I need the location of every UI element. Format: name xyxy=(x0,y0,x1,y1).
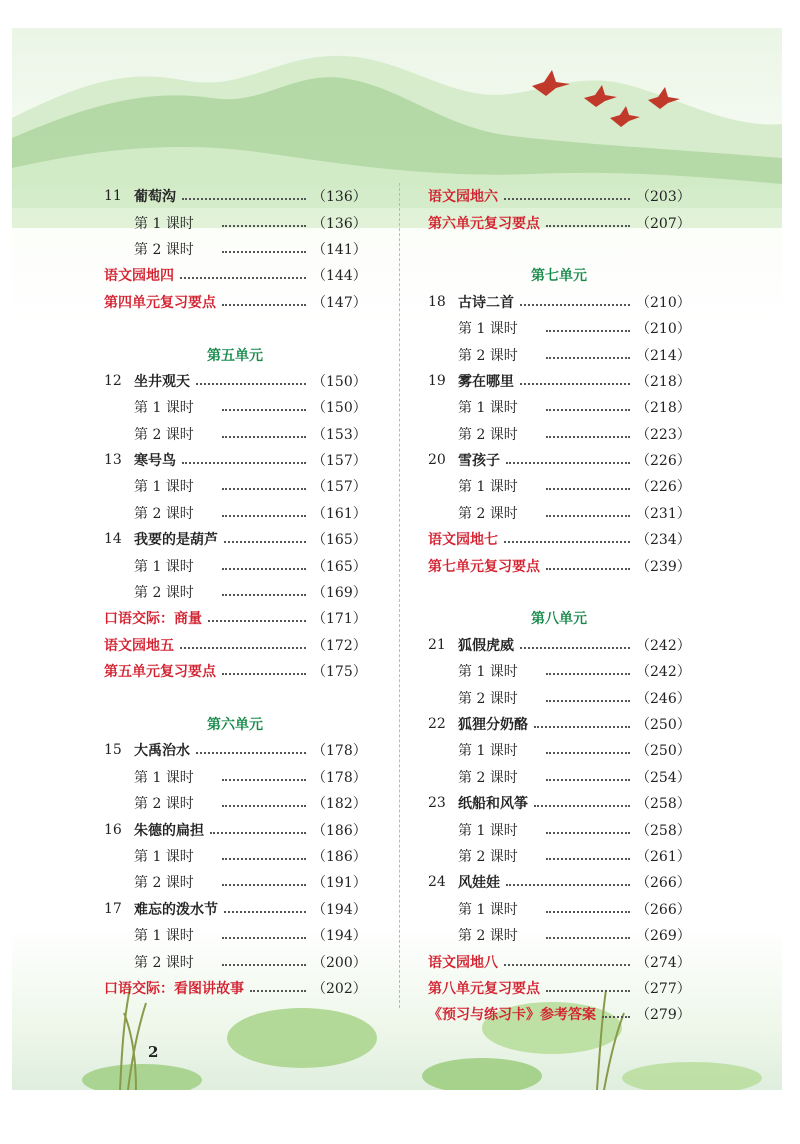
entry-page-number: （157） xyxy=(312,479,367,496)
toc-period-entry[interactable] xyxy=(104,790,366,816)
entry-title: 纸船和风筝 xyxy=(458,796,528,813)
entry-page-number: （165） xyxy=(312,532,367,549)
entry-title: 第 2 课时 xyxy=(134,954,194,971)
entry-page-number: （210） xyxy=(636,294,691,311)
entry-title: 第 1 课时 xyxy=(134,848,194,865)
lesson-number: 22 xyxy=(428,716,446,732)
entry-title: 风娃娃 xyxy=(458,875,500,892)
lesson-number: 11 xyxy=(104,188,122,205)
toc-lesson-entry[interactable] xyxy=(104,896,366,922)
unit-heading: 第七单元 xyxy=(531,268,587,285)
toc-lesson-entry[interactable] xyxy=(104,183,366,209)
leader-dots xyxy=(546,700,630,702)
leader-dots xyxy=(222,805,306,807)
entry-title: 狐狸分奶酪 xyxy=(458,717,528,733)
entry-title: 第 1 课时 xyxy=(134,215,194,232)
entry-title: 第 1 课时 xyxy=(134,928,194,945)
leader-dots xyxy=(534,726,630,728)
entry-title: 第 1 课时 xyxy=(458,743,518,760)
entry-title: 第 2 课时 xyxy=(134,585,194,602)
leader-dots xyxy=(534,805,630,807)
toc-period-entry[interactable] xyxy=(428,658,690,684)
entry-title: 第 2 课时 xyxy=(458,426,518,443)
lesson-number: 20 xyxy=(428,452,446,469)
entry-page-number: （172） xyxy=(312,637,367,654)
leader-dots xyxy=(222,409,306,411)
entry-page-number: （254） xyxy=(636,769,691,786)
leader-dots xyxy=(222,436,306,438)
entry-page-number: （214） xyxy=(636,347,691,364)
entry-title: 第 1 课时 xyxy=(458,321,518,338)
entry-page-number: （182） xyxy=(312,796,367,813)
leader-dots xyxy=(222,251,306,253)
entry-page-number: （150） xyxy=(312,400,367,417)
leader-dots xyxy=(546,330,630,332)
entry-page-number: （136） xyxy=(312,215,367,232)
toc-lesson-entry[interactable] xyxy=(428,711,690,737)
entry-title: 语文园地五 xyxy=(104,637,174,654)
entry-page-number: （200） xyxy=(312,954,367,971)
entry-page-number: （194） xyxy=(312,901,367,918)
entry-page-number: （194） xyxy=(312,928,367,945)
leader-dots xyxy=(222,673,306,675)
lesson-number: 17 xyxy=(104,900,122,917)
leader-dots xyxy=(602,1016,630,1018)
leader-dots xyxy=(546,779,630,781)
entry-page-number: （150） xyxy=(312,373,367,390)
entry-title: 寒号鸟 xyxy=(134,453,176,470)
entry-title: 口语交际：商量 xyxy=(104,611,202,628)
toc-period-entry[interactable] xyxy=(428,341,690,367)
entry-page-number: （207） xyxy=(636,215,691,232)
entry-page-number: （153） xyxy=(312,426,367,443)
entry-page-number: （147） xyxy=(312,294,367,311)
leader-dots xyxy=(222,488,306,490)
leader-dots xyxy=(222,225,306,227)
leader-dots xyxy=(222,304,306,306)
entry-title: 第 1 课时 xyxy=(134,400,194,417)
leader-dots xyxy=(196,383,306,385)
toc-special-entry[interactable] xyxy=(104,658,366,684)
entry-page-number: （261） xyxy=(636,848,691,865)
toc-right-column xyxy=(428,183,690,1028)
entry-title: 第 1 课时 xyxy=(134,769,194,786)
entry-page-number: （191） xyxy=(312,875,367,892)
entry-title: 古诗二首 xyxy=(458,294,514,311)
entry-page-number: （186） xyxy=(312,822,367,839)
entry-page-number: （202） xyxy=(312,980,367,997)
toc-lesson-entry[interactable] xyxy=(104,368,366,394)
toc-period-entry[interactable] xyxy=(428,500,690,526)
entry-page-number: （274） xyxy=(636,954,691,971)
entry-title: 语文园地四 xyxy=(104,268,174,285)
leader-dots xyxy=(222,884,306,886)
toc-lesson-entry[interactable] xyxy=(104,737,366,763)
lesson-number: 24 xyxy=(428,874,446,891)
leader-dots xyxy=(222,964,306,966)
toc-period-entry[interactable] xyxy=(104,209,366,235)
entry-title: 雪孩子 xyxy=(458,453,500,470)
lesson-number: 16 xyxy=(104,821,122,838)
entry-title: 第 1 课时 xyxy=(458,901,518,918)
toc-period-entry[interactable] xyxy=(428,421,690,447)
entry-title: 第 2 课时 xyxy=(134,796,194,813)
toc-period-entry[interactable] xyxy=(104,579,366,605)
leader-dots xyxy=(546,832,630,834)
toc-lesson-entry[interactable] xyxy=(428,869,690,895)
leader-dots xyxy=(546,568,630,570)
entry-page-number: （157） xyxy=(312,453,367,470)
lesson-number: 15 xyxy=(104,742,122,759)
entry-page-number: （277） xyxy=(636,980,691,997)
toc-special-entry[interactable] xyxy=(104,289,366,315)
leader-dots xyxy=(520,383,630,385)
leader-dots xyxy=(182,198,306,200)
entry-page-number: （242） xyxy=(636,637,691,654)
toc-special-entry[interactable] xyxy=(428,552,690,578)
toc-lesson-entry[interactable] xyxy=(104,816,366,842)
leader-dots xyxy=(196,752,306,754)
entry-title: 狐假虎威 xyxy=(458,637,514,654)
toc-special-entry[interactable] xyxy=(104,605,366,631)
leader-dots xyxy=(546,937,630,939)
spacer xyxy=(104,315,366,341)
entry-title: 第八单元复习要点 xyxy=(428,980,540,997)
entry-page-number: （250） xyxy=(636,717,691,733)
entry-page-number: （223） xyxy=(636,426,691,443)
entry-title: 第 2 课时 xyxy=(458,848,518,865)
leader-dots xyxy=(546,515,630,517)
entry-page-number: （258） xyxy=(636,796,691,813)
toc-period-entry[interactable] xyxy=(428,816,690,842)
entry-title: 第 2 课时 xyxy=(458,928,518,945)
toc-period-entry[interactable] xyxy=(104,948,366,974)
entry-title: 口语交际：看图讲故事 xyxy=(104,980,244,997)
entry-title: 第 1 课时 xyxy=(458,822,518,839)
leader-dots xyxy=(520,304,630,306)
leader-dots xyxy=(180,647,306,649)
leader-dots xyxy=(180,277,306,279)
leader-dots xyxy=(546,911,630,913)
leader-dots xyxy=(504,964,630,966)
entry-title: 第 1 课时 xyxy=(458,479,518,496)
entry-page-number: （269） xyxy=(636,928,691,945)
toc-period-entry[interactable] xyxy=(428,737,690,763)
toc-period-entry[interactable] xyxy=(104,843,366,869)
spacer xyxy=(428,579,690,605)
leader-dots xyxy=(506,884,630,886)
entry-page-number: （161） xyxy=(312,505,367,522)
leader-dots xyxy=(546,436,630,438)
entry-page-number: （203） xyxy=(636,189,691,206)
entry-title: 第 2 课时 xyxy=(134,505,194,522)
toc-period-entry[interactable] xyxy=(104,552,366,578)
entry-page-number: （242） xyxy=(636,664,691,681)
toc-special-entry[interactable] xyxy=(104,975,366,1001)
entry-title: 第 2 课时 xyxy=(458,347,518,364)
toc-period-entry[interactable] xyxy=(104,922,366,948)
entry-page-number: （175） xyxy=(312,664,367,681)
entry-title: 语文园地七 xyxy=(428,532,498,549)
entry-page-number: （246） xyxy=(636,690,691,707)
toc-period-entry[interactable] xyxy=(104,500,366,526)
toc-period-entry[interactable] xyxy=(428,843,690,869)
toc-period-entry[interactable] xyxy=(104,764,366,790)
leader-dots xyxy=(182,462,306,464)
entry-page-number: （231） xyxy=(636,505,691,522)
entry-page-number: （218） xyxy=(636,373,691,390)
leader-dots xyxy=(546,858,630,860)
toc-special-entry[interactable] xyxy=(104,262,366,288)
entry-title: 《预习与练习卡》参考答案 xyxy=(428,1007,596,1024)
toc-lesson-entry[interactable] xyxy=(428,368,690,394)
leader-dots xyxy=(250,990,306,992)
leader-dots xyxy=(222,858,306,860)
leader-dots xyxy=(210,832,306,834)
entry-page-number: （239） xyxy=(636,558,691,575)
leader-dots xyxy=(208,620,306,622)
entry-page-number: （226） xyxy=(636,479,691,496)
entry-page-number: （178） xyxy=(312,743,367,760)
entry-page-number: （226） xyxy=(636,453,691,470)
entry-title: 难忘的泼水节 xyxy=(134,901,218,918)
page-number: 2 xyxy=(148,1043,159,1061)
entry-title: 大禹治水 xyxy=(134,743,190,760)
entry-title: 第 1 课时 xyxy=(458,400,518,417)
unit-heading: 第八单元 xyxy=(531,611,587,628)
book-page xyxy=(12,28,782,1090)
toc-special-entry[interactable] xyxy=(104,632,366,658)
lesson-number: 12 xyxy=(104,372,122,389)
leader-dots xyxy=(222,515,306,517)
toc-period-entry[interactable] xyxy=(104,236,366,262)
entry-title: 第五单元复习要点 xyxy=(104,664,216,681)
entry-page-number: （165） xyxy=(312,558,367,575)
entry-title: 第 2 课时 xyxy=(134,875,194,892)
toc-lesson-entry[interactable] xyxy=(428,632,690,658)
entry-title: 语文园地八 xyxy=(428,954,498,971)
lesson-number: 21 xyxy=(428,636,446,653)
leader-dots xyxy=(546,990,630,992)
unit-heading: 第五单元 xyxy=(207,347,263,364)
entry-page-number: （186） xyxy=(312,848,367,865)
entry-title: 第 1 课时 xyxy=(458,664,518,681)
lesson-number: 23 xyxy=(428,795,446,812)
toc-special-entry[interactable] xyxy=(428,975,690,1001)
leader-dots xyxy=(224,541,306,543)
leader-dots xyxy=(222,594,306,596)
column-divider xyxy=(399,183,400,1008)
leader-dots xyxy=(504,541,630,543)
entry-page-number: （169） xyxy=(312,585,367,602)
entry-title: 第 2 课时 xyxy=(458,505,518,522)
entry-title: 我要的是葫芦 xyxy=(134,532,218,549)
entry-page-number: （266） xyxy=(636,875,691,892)
entry-title: 第 2 课时 xyxy=(458,769,518,786)
entry-page-number: （171） xyxy=(312,611,367,628)
leader-dots xyxy=(546,488,630,490)
entry-page-number: （250） xyxy=(636,743,691,760)
lesson-number: 14 xyxy=(104,531,122,548)
entry-title: 雾在哪里 xyxy=(458,373,514,390)
toc-special-entry[interactable] xyxy=(428,209,690,235)
leader-dots xyxy=(546,673,630,675)
toc-period-entry[interactable] xyxy=(104,394,366,420)
entry-page-number: （136） xyxy=(312,189,367,206)
entry-title: 第七单元复习要点 xyxy=(428,558,540,575)
leader-dots xyxy=(546,225,630,227)
lesson-number: 19 xyxy=(428,372,446,389)
toc-period-entry[interactable] xyxy=(428,764,690,790)
entry-page-number: （279） xyxy=(636,1007,691,1024)
toc-lesson-entry[interactable] xyxy=(428,289,690,315)
leader-dots xyxy=(222,568,306,570)
toc-left-column xyxy=(104,183,366,1001)
leader-dots xyxy=(506,462,630,464)
entry-title: 坐井观天 xyxy=(134,373,190,390)
entry-title: 第 2 课时 xyxy=(134,241,194,258)
entry-title: 语文园地六 xyxy=(428,189,498,206)
toc-period-entry[interactable] xyxy=(104,473,366,499)
entry-title: 葡萄沟 xyxy=(134,189,176,206)
entry-page-number: （266） xyxy=(636,901,691,918)
toc-lesson-entry[interactable] xyxy=(428,790,690,816)
spacer xyxy=(104,684,366,710)
leader-dots xyxy=(504,198,630,200)
toc-period-entry[interactable] xyxy=(428,315,690,341)
lesson-number: 18 xyxy=(428,293,446,310)
entry-page-number: （258） xyxy=(636,822,691,839)
entry-page-number: （144） xyxy=(312,268,367,285)
toc-special-entry[interactable] xyxy=(428,183,690,209)
entry-page-number: （210） xyxy=(636,321,691,338)
spacer xyxy=(428,236,690,262)
toc-special-entry[interactable] xyxy=(428,948,690,974)
toc-special-entry[interactable] xyxy=(428,1001,690,1027)
lesson-number: 13 xyxy=(104,452,122,469)
leader-dots xyxy=(546,409,630,411)
entry-title: 第 2 课时 xyxy=(458,690,518,707)
toc-period-entry[interactable] xyxy=(428,922,690,948)
toc-lesson-entry[interactable] xyxy=(428,447,690,473)
leader-dots xyxy=(546,357,630,359)
leader-dots xyxy=(224,911,306,913)
entry-title: 第 1 课时 xyxy=(134,479,194,496)
entry-title: 第 2 课时 xyxy=(134,426,194,443)
unit-heading: 第六单元 xyxy=(207,717,263,733)
toc-lesson-entry[interactable] xyxy=(104,526,366,552)
toc-period-entry[interactable] xyxy=(428,684,690,710)
entry-page-number: （178） xyxy=(312,769,367,786)
toc-period-entry[interactable] xyxy=(104,421,366,447)
entry-title: 朱德的扁担 xyxy=(134,822,204,839)
entry-title: 第六单元复习要点 xyxy=(428,215,540,232)
entry-title: 第 1 课时 xyxy=(134,558,194,575)
toc-special-entry[interactable] xyxy=(428,526,690,552)
toc-period-entry[interactable] xyxy=(428,394,690,420)
leader-dots xyxy=(520,647,630,649)
entry-page-number: （141） xyxy=(312,241,367,258)
toc-lesson-entry[interactable] xyxy=(104,447,366,473)
entry-title: 第四单元复习要点 xyxy=(104,294,216,311)
leader-dots xyxy=(546,752,630,754)
entry-page-number: （218） xyxy=(636,400,691,417)
entry-page-number: （234） xyxy=(636,532,691,549)
toc-period-entry[interactable] xyxy=(104,869,366,895)
leader-dots xyxy=(222,937,306,939)
leader-dots xyxy=(222,779,306,781)
toc-period-entry[interactable] xyxy=(428,896,690,922)
toc-period-entry[interactable] xyxy=(428,473,690,499)
